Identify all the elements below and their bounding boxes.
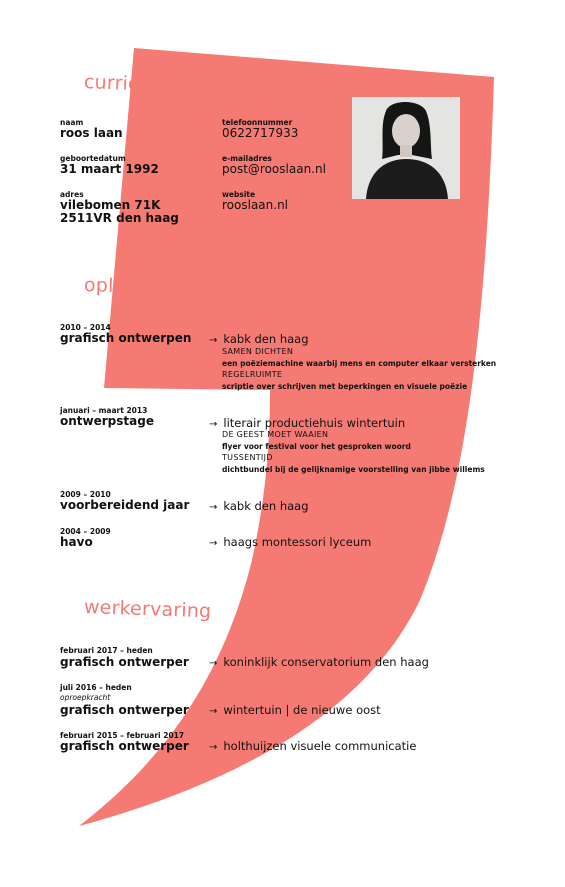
edu-title: grafisch ontwerpen: [60, 331, 192, 345]
work-heading: werkervaring: [83, 596, 212, 623]
address-line1: vilebomen 71K: [60, 198, 161, 212]
work-institution-name: holthuijzen visuele communicatie: [223, 739, 417, 753]
edu-detail: TUSSENTIJD: [222, 453, 273, 462]
edu-detail: flyer voor festival voor het gesproken woord: [222, 442, 411, 451]
profile-photo: [352, 97, 460, 199]
edu-institution-name: kabk den haag: [223, 332, 309, 346]
arrow-right-icon: →: [209, 706, 218, 717]
edu-detail: dichtbundel bij de gelijknamige voorstelling van jibbe willems: [222, 465, 485, 474]
work-institution-name: koninklijk conservatorium den haag: [223, 655, 429, 669]
phone-label: telefoonnummer: [222, 118, 293, 127]
edu-institution: [209, 332, 309, 346]
edu-institution-name: haags montessori lyceum: [223, 535, 372, 549]
phone-value: 0622717933: [222, 126, 299, 140]
work-title: grafisch ontwerper: [60, 655, 189, 669]
work-date: juli 2016 – heden: [60, 683, 132, 692]
edu-detail: SAMEN DICHTEN: [222, 347, 294, 356]
arrow-right-icon: →: [209, 502, 218, 513]
cv-heading: curriculum vitae: [83, 71, 243, 100]
arrow-right-icon: →: [209, 538, 218, 549]
edu-detail: REGELRUIMTE: [222, 370, 283, 379]
birth-value: 31 maart 1992: [60, 162, 159, 176]
work-date: februari 2017 – heden: [60, 646, 153, 655]
work-title: grafisch ontwerper: [60, 739, 189, 753]
edu-date: 2009 – 2010: [60, 490, 111, 499]
website-label: website: [222, 190, 256, 199]
edu-institution-name: literair productiehuis wintertuin: [223, 416, 406, 430]
website-value[interactable]: rooslaan.nl: [222, 198, 289, 212]
work-institution: [209, 739, 416, 753]
address-line2: 2511VR den haag: [60, 211, 179, 225]
edu-institution: [209, 416, 405, 430]
work-title: grafisch ontwerper: [60, 703, 189, 717]
arrow-right-icon: →: [209, 419, 218, 430]
edu-institution: [209, 535, 371, 549]
name-label: naam: [60, 118, 84, 127]
education-heading: opleiding: [83, 274, 174, 300]
edu-title: havo: [60, 535, 93, 549]
edu-date: 2010 – 2014: [60, 323, 111, 332]
birth-label: geboortedatum: [60, 154, 126, 163]
email-label: e-mailadres: [222, 154, 272, 163]
edu-detail: een poëziemachine waarbij mens en computer elkaar versterken: [222, 359, 497, 368]
edu-title: ontwerpstage: [60, 414, 154, 428]
arrow-right-icon: →: [209, 658, 218, 669]
edu-title: voorbereidend jaar: [60, 498, 190, 512]
work-note: oproepkracht: [60, 693, 111, 702]
work-institution: [209, 703, 381, 717]
arrow-right-icon: →: [209, 335, 218, 346]
arrow-right-icon: →: [209, 742, 218, 753]
address-label: adres: [60, 190, 84, 199]
edu-institution-name: kabk den haag: [223, 499, 309, 513]
edu-date: januari – maart 2013: [60, 406, 148, 415]
name-value: roos laan: [60, 126, 123, 140]
work-date: februari 2015 – februari 2017: [60, 731, 185, 740]
work-institution-name: wintertuin | de nieuwe oost: [223, 703, 381, 717]
edu-date: 2004 – 2009: [60, 527, 111, 536]
edu-institution: [209, 499, 309, 513]
edu-detail: scriptie over schrijven met beperkingen en visuele poëzie: [222, 382, 468, 391]
edu-detail: DE GEEST MOET WAAIEN: [222, 430, 329, 439]
work-institution: [209, 655, 429, 669]
email-value[interactable]: post@rooslaan.nl: [222, 162, 326, 176]
